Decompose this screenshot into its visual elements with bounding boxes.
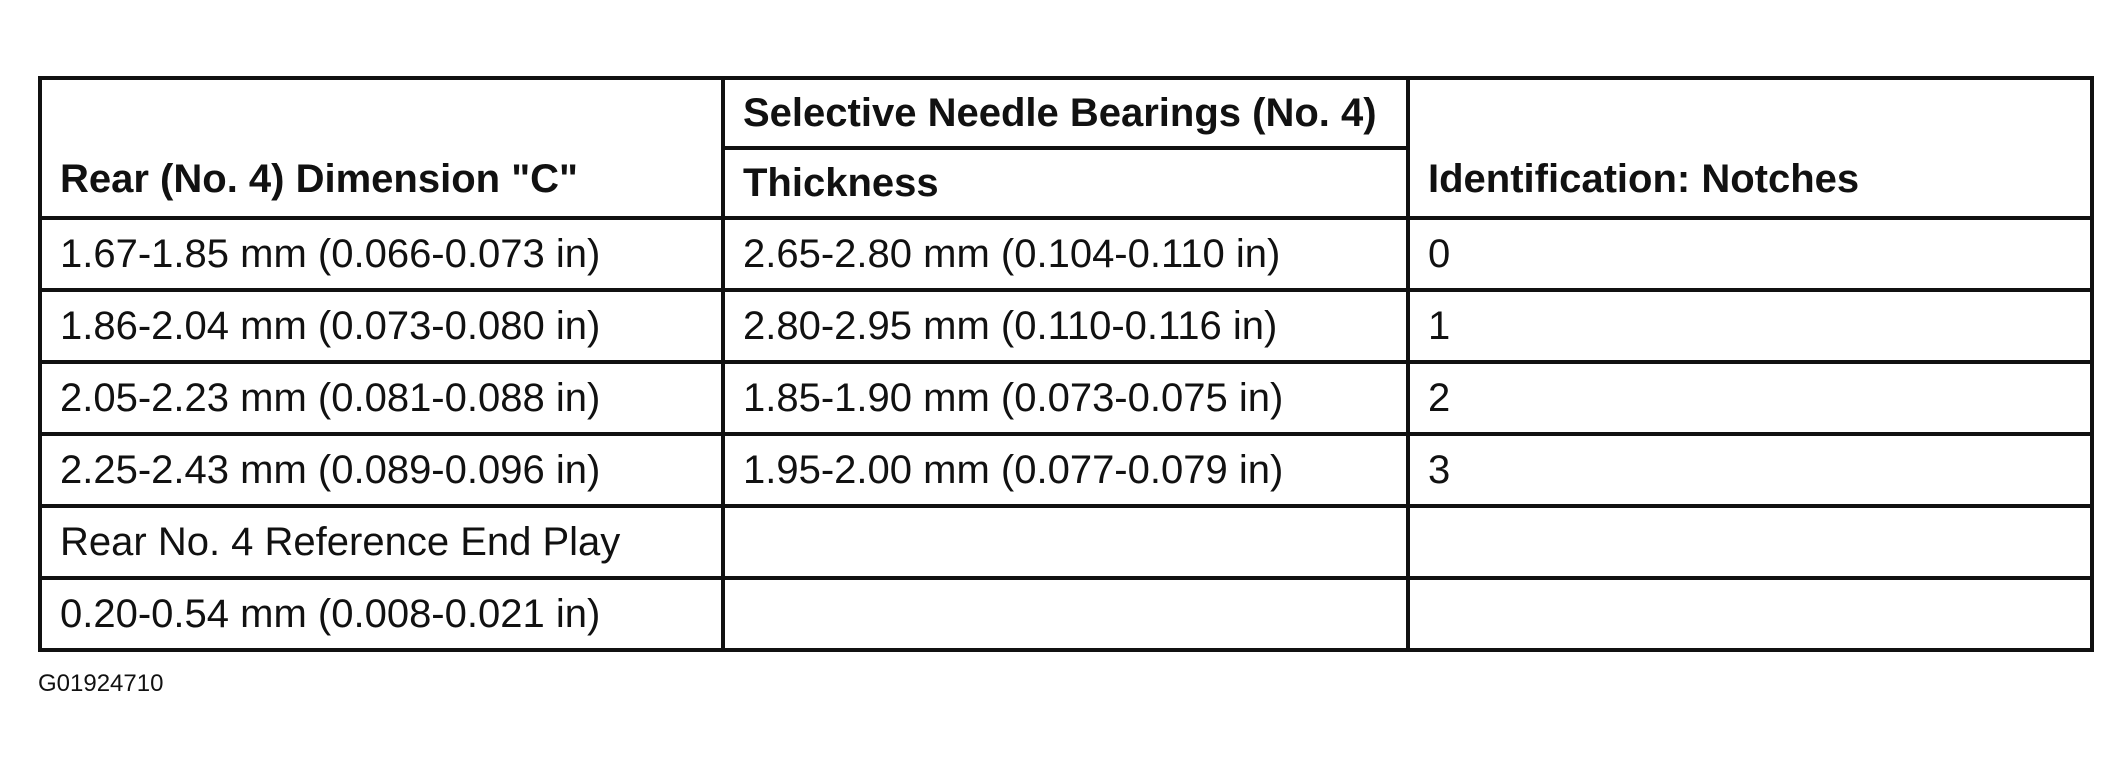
cell-notches xyxy=(1408,506,2092,578)
cell-thickness xyxy=(723,578,1408,650)
header-identification: Identification: Notches xyxy=(1408,78,2092,218)
cell-notches xyxy=(1408,578,2092,650)
cell-dimension: 1.67-1.85 mm (0.066-0.073 in) xyxy=(40,218,723,290)
cell-notches: 3 xyxy=(1408,434,2092,506)
cell-dimension: 0.20-0.54 mm (0.008-0.021 in) xyxy=(40,578,723,650)
header-row-top xyxy=(40,78,2092,148)
cell-thickness xyxy=(723,506,1408,578)
cell-notches: 1 xyxy=(1408,290,2092,362)
cell-notches: 2 xyxy=(1408,362,2092,434)
cell-thickness: 2.65-2.80 mm (0.104-0.110 in) xyxy=(723,218,1408,290)
header-thickness: Thickness xyxy=(723,148,1408,218)
table-row xyxy=(40,578,2092,650)
table-row xyxy=(40,506,2092,578)
cell-notches: 0 xyxy=(1408,218,2092,290)
cell-thickness: 1.85-1.90 mm (0.073-0.075 in) xyxy=(723,362,1408,434)
cell-thickness: 1.95-2.00 mm (0.077-0.079 in) xyxy=(723,434,1408,506)
table-row xyxy=(40,362,2092,434)
header-dimension: Rear (No. 4) Dimension "C" xyxy=(40,78,723,218)
table-row xyxy=(40,218,2092,290)
table-row xyxy=(40,434,2092,506)
cell-dimension: Rear No. 4 Reference End Play xyxy=(40,506,723,578)
cell-dimension: 2.25-2.43 mm (0.089-0.096 in) xyxy=(40,434,723,506)
cell-thickness: 2.80-2.95 mm (0.110-0.116 in) xyxy=(723,290,1408,362)
header-selective-needle-bearings: Selective Needle Bearings (No. 4) xyxy=(723,78,1408,148)
image-id-label: G01924710 xyxy=(38,670,164,697)
cell-dimension: 1.86-2.04 mm (0.073-0.080 in) xyxy=(40,290,723,362)
spec-table xyxy=(38,76,2094,652)
cell-dimension: 2.05-2.23 mm (0.081-0.088 in) xyxy=(40,362,723,434)
table-row xyxy=(40,290,2092,362)
